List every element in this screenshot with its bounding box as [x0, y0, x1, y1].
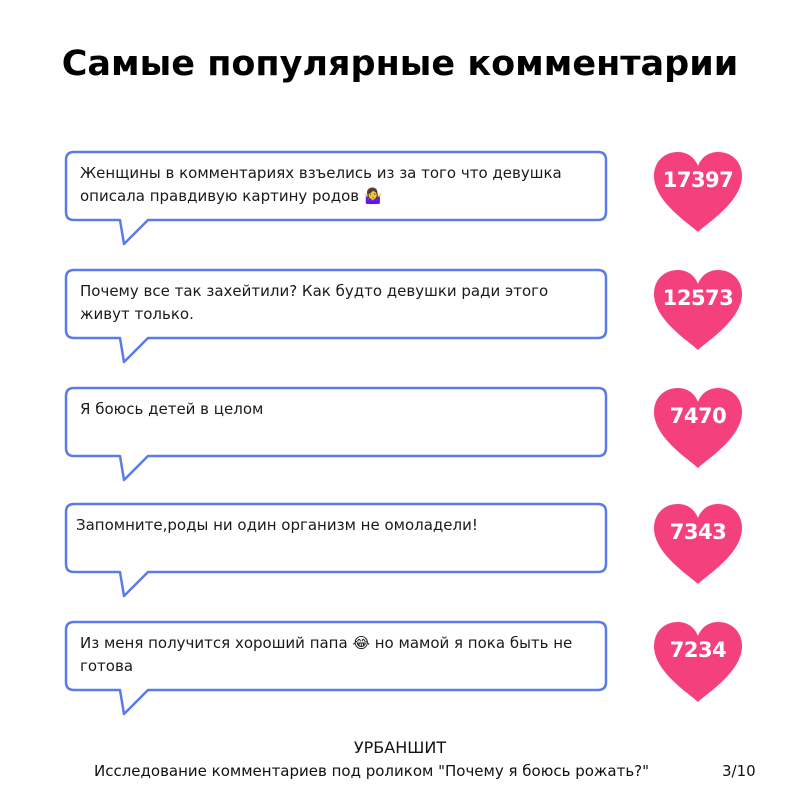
comment-text: Почему все так захейтили? Как будто девушки ради этого живут только. [80, 282, 549, 323]
comment-text: Из меня получится хороший папа 😂 но мамой я пока быть не готова [80, 634, 573, 675]
heart-icon [650, 620, 746, 704]
footer-caption: Исследование комментариев под роликом "Почему я боюсь рожать?" [94, 762, 650, 780]
comment-row-2 [0, 268, 800, 378]
comment-row-3 [0, 386, 800, 496]
comment-row-4 [0, 502, 800, 612]
heart-icon [650, 502, 746, 586]
comment-row-1 [0, 150, 800, 260]
likes-count: 7234 [669, 638, 727, 662]
heart-icon [650, 268, 746, 352]
comment-row-5 [0, 620, 800, 730]
brand-name: УРБАНШИТ [353, 738, 447, 757]
page-title: Самые популярные комментарии [61, 44, 739, 84]
heart-icon [650, 386, 746, 470]
comment-text: Я боюсь детей в целом [80, 400, 264, 418]
likes-count: 17397 [662, 168, 734, 192]
likes-count: 12573 [662, 286, 734, 310]
heart-icon [650, 150, 746, 234]
likes-count: 7470 [669, 404, 727, 428]
likes-count: 7343 [669, 520, 727, 544]
comment-text: Запомните,роды ни один организм не омоладели! [76, 516, 478, 534]
comment-text: Женщины в комментариях взъелись из за того что девушка описала правдивую картину родов 🤷‍♀️ [80, 164, 562, 205]
page-number: 3/10 [722, 762, 756, 780]
